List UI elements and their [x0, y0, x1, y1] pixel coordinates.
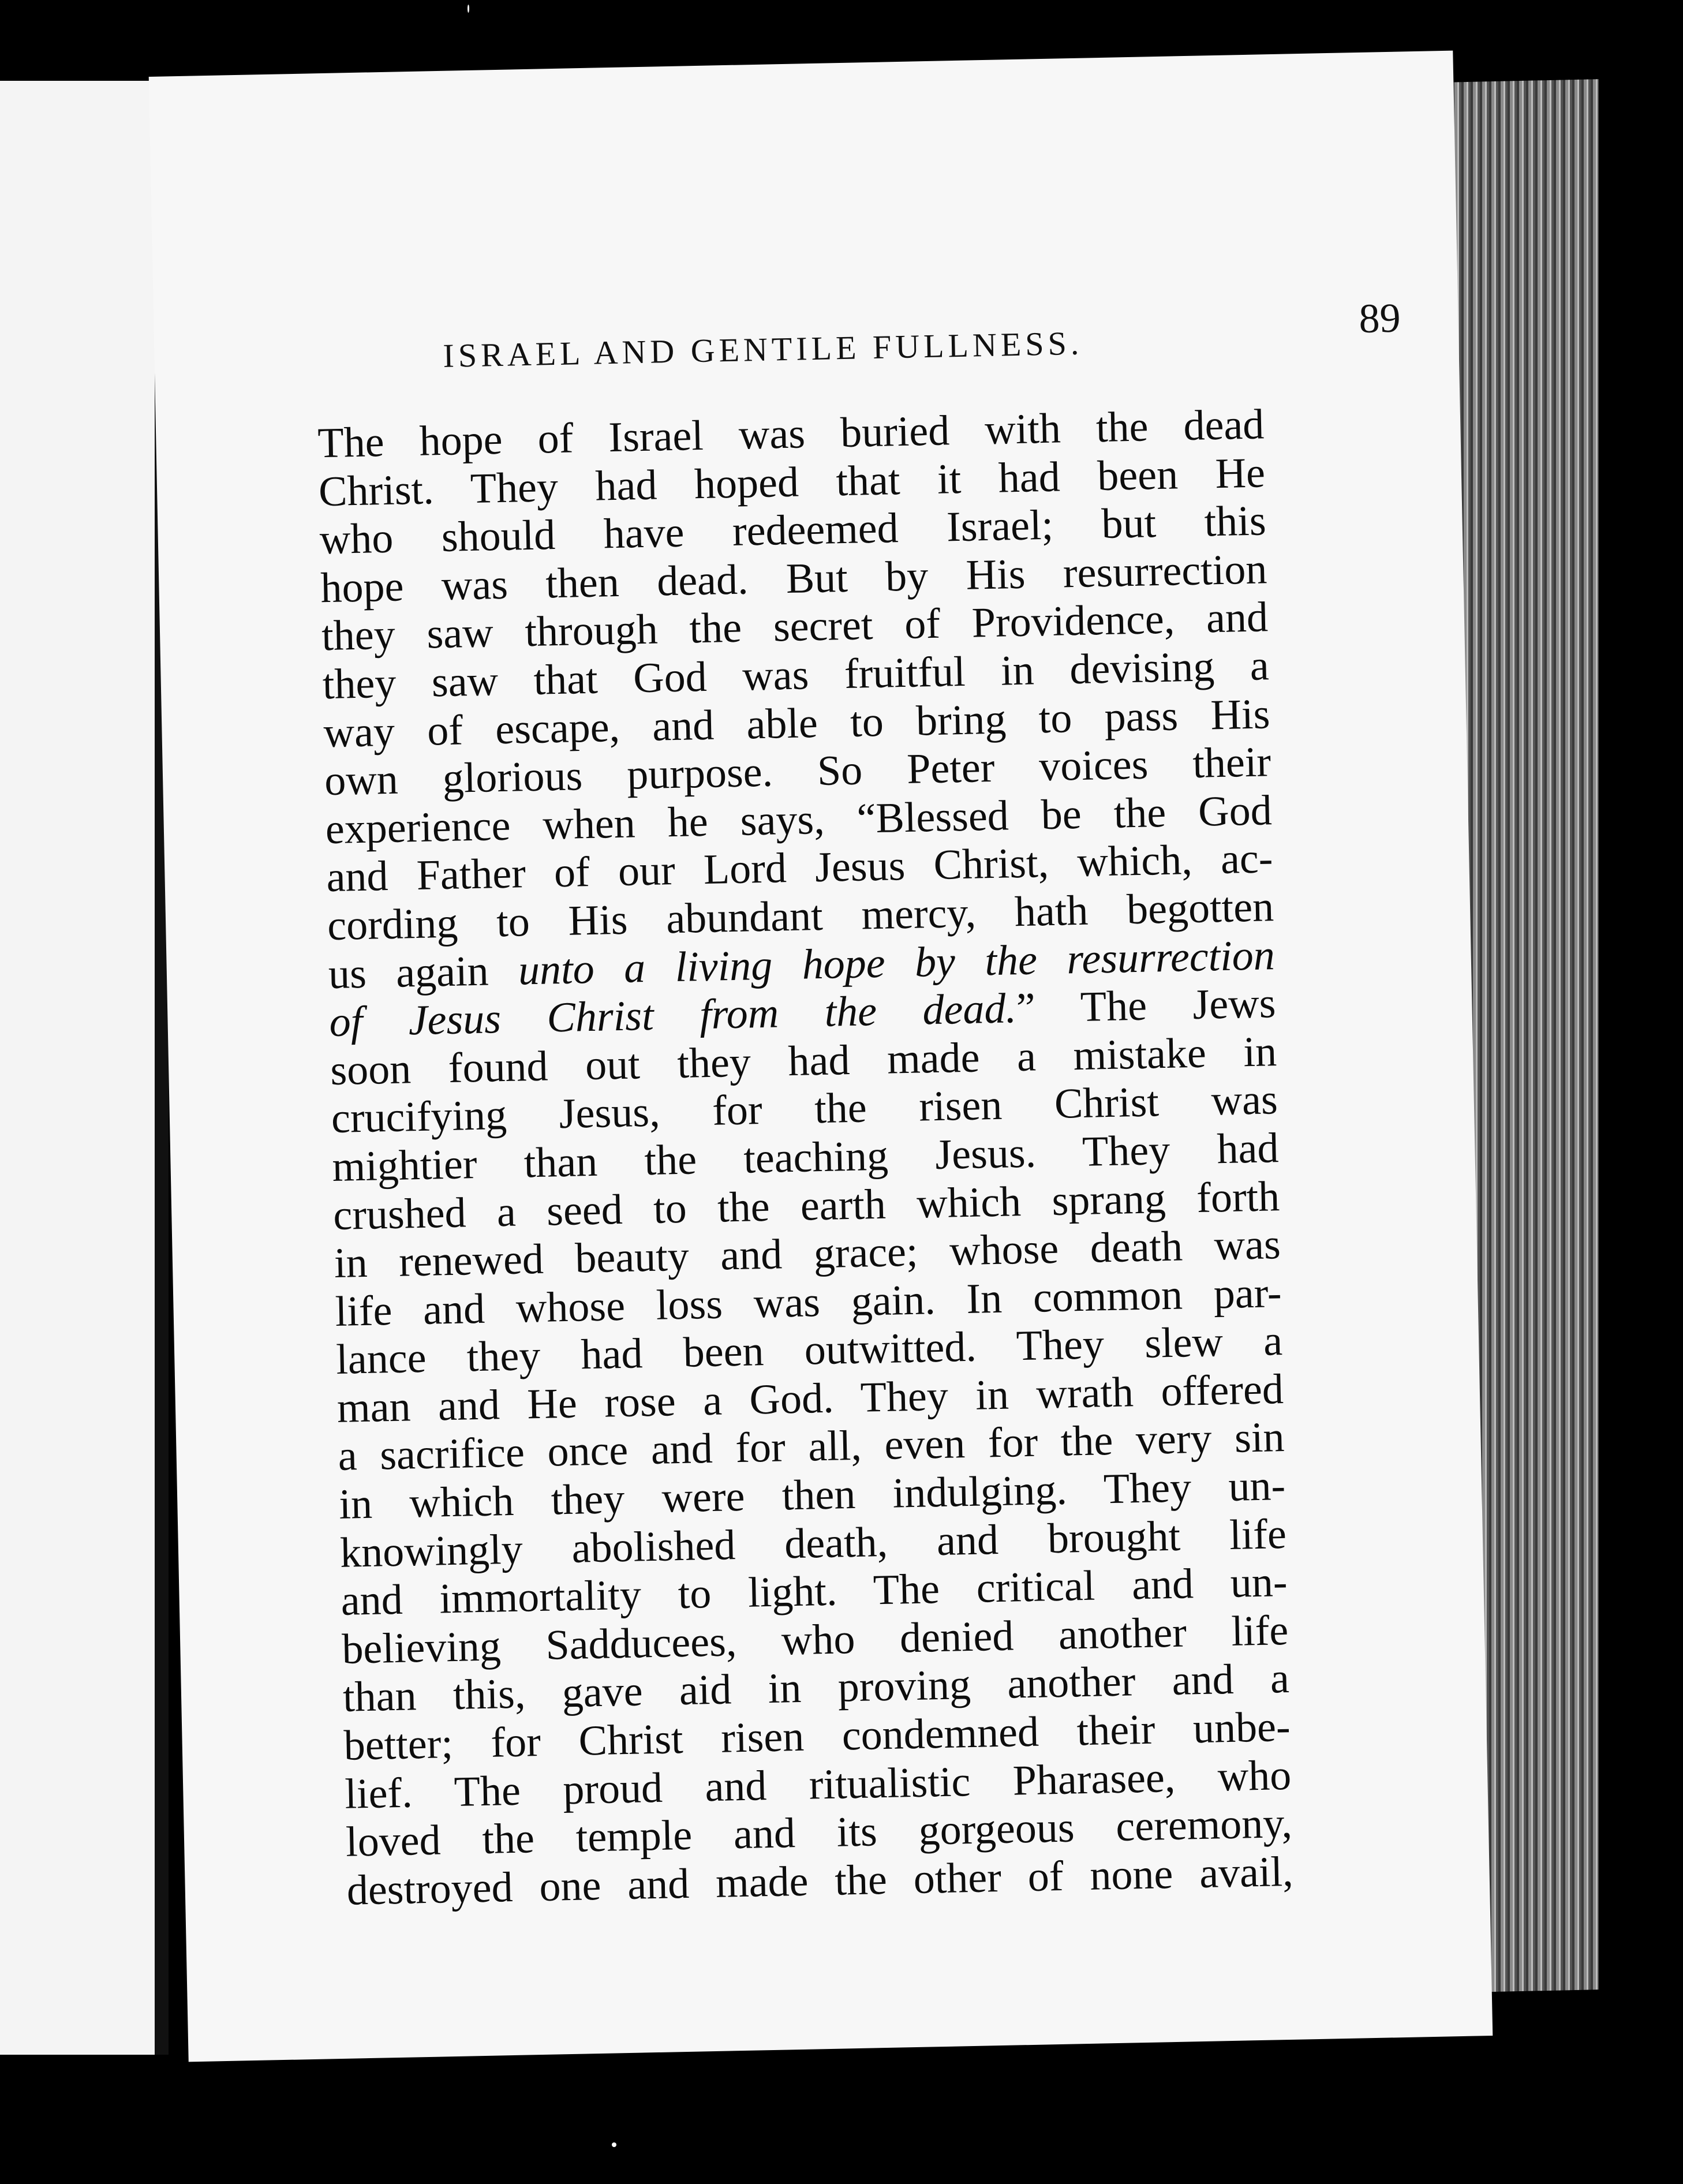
text-line: loved the temple and its gorgeous ceremony,: [345, 1800, 1293, 1866]
text-line: man and He rose a God. They in wrath offered: [336, 1365, 1284, 1432]
italic-run: of Jesus Christ from the dead.: [328, 985, 1017, 1046]
text-line: mightier than the teaching Jesus. They had: [331, 1124, 1280, 1191]
text-line: own glorious purpose. So Peter voices their: [324, 738, 1271, 805]
text-run: us again: [328, 947, 519, 998]
text-line: cording to His abundant mercy, hath begotten: [327, 883, 1274, 950]
running-head: ISRAEL AND GENTILE FULLNESS.: [442, 324, 1083, 375]
text-line: believing Sadducees, who denied another life: [341, 1606, 1289, 1673]
page-header: [442, 294, 1401, 394]
text-line: experience when he says, “Blessed be the God: [325, 786, 1273, 853]
text-line: lance they had been outwitted. They slew a: [335, 1317, 1283, 1384]
text-line: crushed a seed to the earth which sprang forth: [332, 1172, 1280, 1239]
text-line: destroyed one and made the other of none avail,: [346, 1848, 1294, 1914]
text-line: soon found out they had made a mistake in: [330, 1027, 1277, 1094]
text-line: life and whose loss was gain. In common par-: [334, 1269, 1282, 1336]
text-line: they saw that God was fruitful in devising a: [322, 642, 1270, 709]
text-line: knowingly abolished death, and brought life: [339, 1510, 1287, 1577]
text-line: they saw through the secret of Providence, and: [321, 593, 1269, 660]
text-line: who should have redeemed Israel; but this: [319, 497, 1267, 564]
text-line: The hope of Israel was buried with the dead: [317, 401, 1265, 468]
text-line: better; for Christ risen condemned their unbe-: [343, 1703, 1291, 1770]
text-line: Christ. They had hoped that it had been He: [318, 448, 1266, 515]
text-line: a sacrifice once and for all, even for the very sin: [337, 1413, 1285, 1480]
text-line: and Father of our Lord Jesus Christ, which, ac-: [326, 835, 1274, 902]
text-run: ” The Jews: [1016, 979, 1277, 1033]
text-line: than this, gave aid in proving another and a: [342, 1655, 1290, 1722]
body-text: [317, 401, 1294, 1915]
text-line: in renewed beauty and grace; whose death was: [334, 1221, 1281, 1288]
scan-speck: [612, 2142, 616, 2147]
italic-run: unto a living hope by the resurrection: [518, 931, 1276, 994]
text-line: and immortality to light. The critical and un-: [340, 1558, 1288, 1625]
facing-page-edge: [0, 81, 155, 2055]
text-line: way of escape, and able to bring to pass His: [323, 690, 1271, 757]
scan-speck: [468, 5, 469, 13]
text-line: in which they were then indulging. They un-: [338, 1462, 1286, 1528]
book-page: [149, 51, 1493, 2062]
page-number: 89: [1358, 294, 1401, 342]
text-line: crucifying Jesus, for the risen Christ was: [331, 1076, 1278, 1143]
text-line: lief. The proud and ritualistic Pharasee, who: [344, 1751, 1292, 1818]
text-line: hope was then dead. But by His resurrection: [320, 545, 1268, 612]
